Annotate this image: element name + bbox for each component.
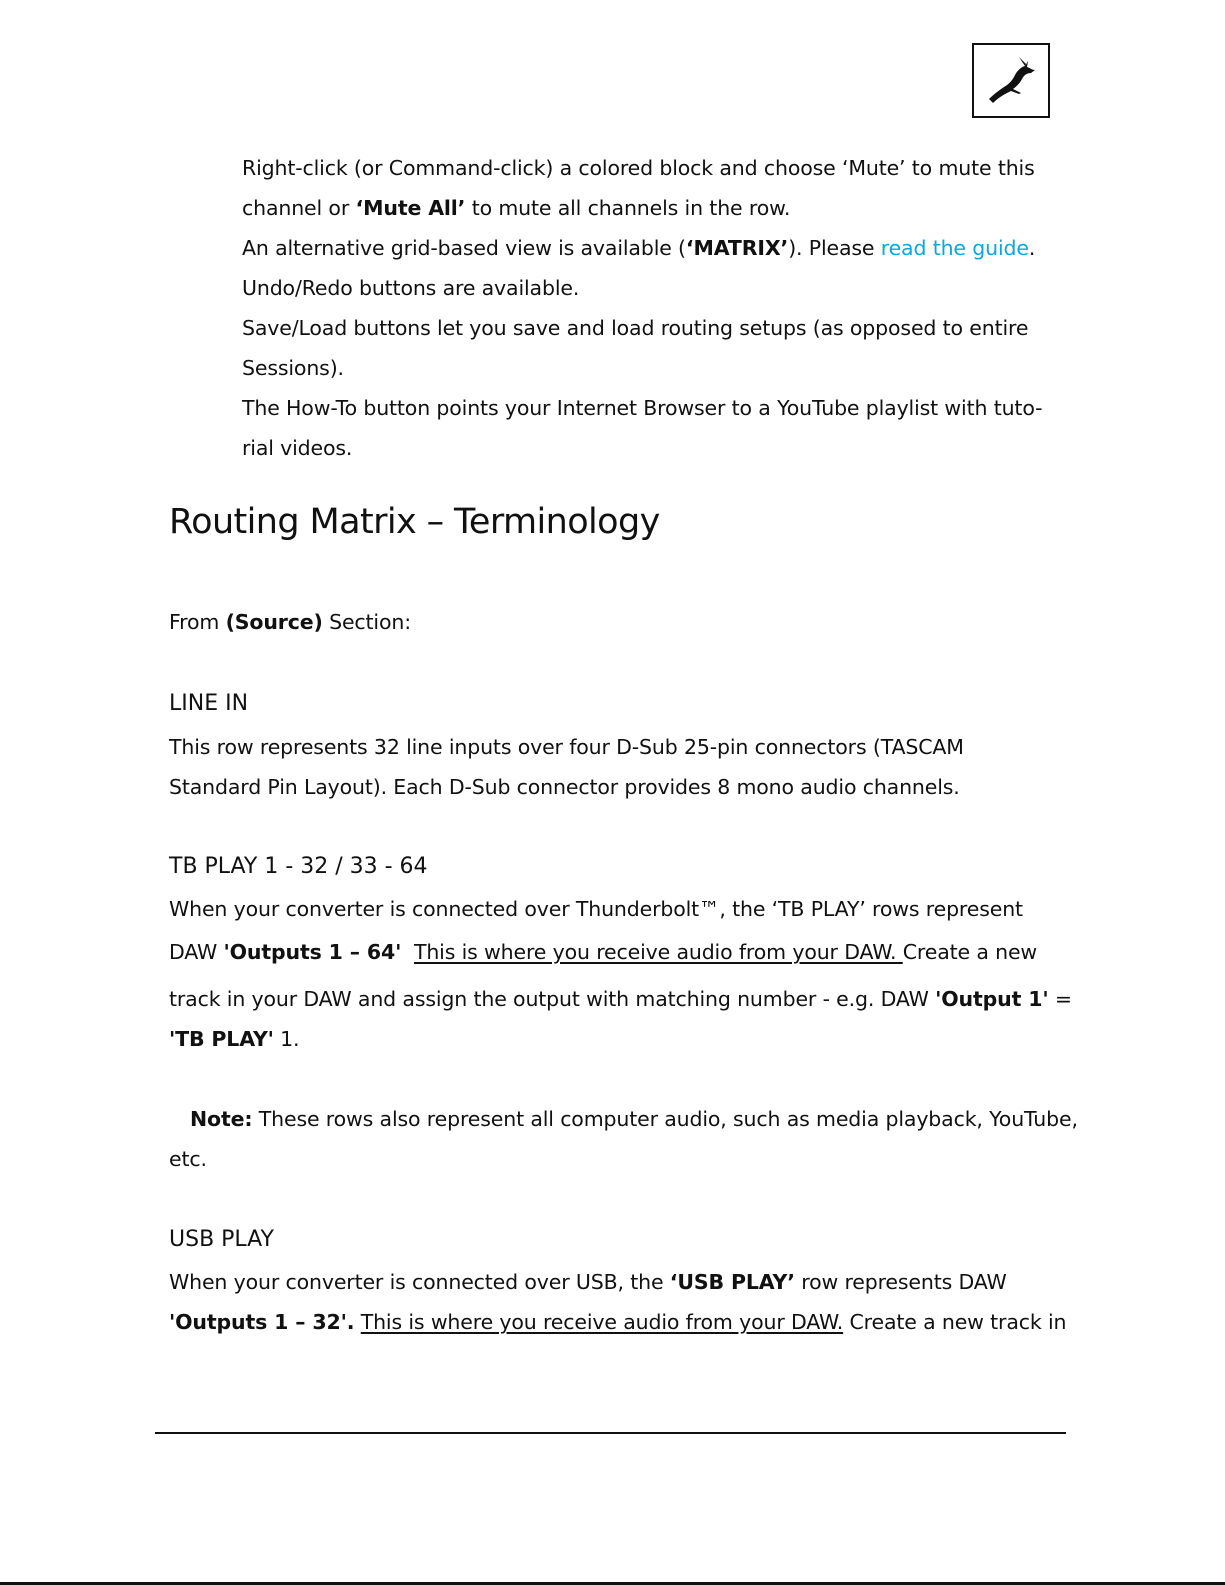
text: Create a new track in	[843, 1310, 1067, 1334]
outputs-term: 'Outputs 1 – 64'	[223, 940, 402, 964]
line-in-heading: LINE IN	[169, 691, 249, 716]
matrix-view-line	[242, 234, 1035, 262]
footer-divider	[155, 1432, 1066, 1434]
text: From	[169, 610, 226, 634]
undo-redo-line: Undo/Redo buttons are available.	[242, 276, 580, 300]
text: An alternative grid-based view is available (	[242, 236, 686, 260]
tb-play-text-line4	[169, 1025, 299, 1053]
note-line1	[190, 1105, 1078, 1133]
save-load-line2: Sessions).	[242, 356, 344, 380]
tb-play-text-line2	[169, 938, 1037, 966]
source-term: (Source)	[225, 610, 323, 634]
output-1-term: 'Output 1'	[935, 987, 1049, 1011]
brand-logo	[972, 43, 1050, 118]
usb-play-text-line1	[169, 1268, 1007, 1296]
receive-audio-underline: This is where you receive audio from your DAW.	[413, 940, 903, 964]
text: .	[1028, 236, 1036, 260]
usb-play-heading: USB PLAY	[169, 1227, 274, 1252]
how-to-line2: rial videos.	[242, 436, 353, 460]
text: Create a new	[902, 940, 1038, 964]
usb-play-term: ‘USB PLAY’	[669, 1270, 795, 1294]
text: row represents DAW	[794, 1270, 1007, 1294]
tb-play-term: 'TB PLAY'	[169, 1027, 274, 1051]
text: Section:	[322, 610, 411, 634]
matrix-term: ‘MATRIX’	[685, 236, 789, 260]
mute-all-term: ‘Mute All’	[355, 196, 466, 220]
text: to mute all channels in the row.	[465, 196, 791, 220]
leaping-antelope-logo-icon	[981, 53, 1041, 109]
line-in-text-line1: This row represents 32 line inputs over four D-Sub 25-pin connectors (TASCAM	[169, 735, 964, 759]
text: =	[1048, 987, 1072, 1011]
receive-audio-underline: This is where you receive audio from your DAW.	[360, 1310, 844, 1334]
text: 1.	[273, 1027, 300, 1051]
text: ). Please	[788, 236, 881, 260]
outputs-32-term: 'Outputs 1 – 32'.	[169, 1310, 355, 1334]
line-in-text-line2: Standard Pin Layout). Each D-Sub connector provides 8 mono audio channels.	[169, 775, 960, 799]
tb-play-text-line3	[169, 985, 1072, 1013]
from-source-line	[169, 608, 411, 636]
text: channel or	[242, 196, 356, 220]
tb-play-heading: TB PLAY 1 - 32 / 33 - 64	[169, 854, 428, 879]
how-to-line1: The How-To button points your Internet Browser to a YouTube playlist with tuto-	[242, 396, 1043, 420]
note-line2: etc.	[169, 1147, 207, 1171]
text	[401, 940, 414, 964]
tb-play-text-line1: When your converter is connected over Thunderbolt™, the ‘TB PLAY’ rows represent	[169, 897, 1023, 921]
mute-instruction-line1: Right-click (or Command-click) a colored block and choose ‘Mute’ to mute this	[242, 156, 1035, 180]
mute-instruction-line2	[242, 194, 790, 222]
section-heading: Routing Matrix – Terminology	[169, 502, 660, 542]
text: These rows also represent all computer audio, such as media playback, YouTube,	[252, 1107, 1078, 1131]
note-label: Note:	[190, 1107, 253, 1131]
save-load-line1: Save/Load buttons let you save and load routing setups (as opposed to entire	[242, 316, 1029, 340]
text: When your converter is connected over USB, the	[169, 1270, 670, 1294]
read-the-guide-link[interactable]: read the guide	[880, 236, 1029, 260]
text: DAW	[169, 940, 224, 964]
usb-play-text-line2	[169, 1308, 1066, 1336]
text: track in your DAW and assign the output with matching number - e.g. DAW	[169, 987, 936, 1011]
